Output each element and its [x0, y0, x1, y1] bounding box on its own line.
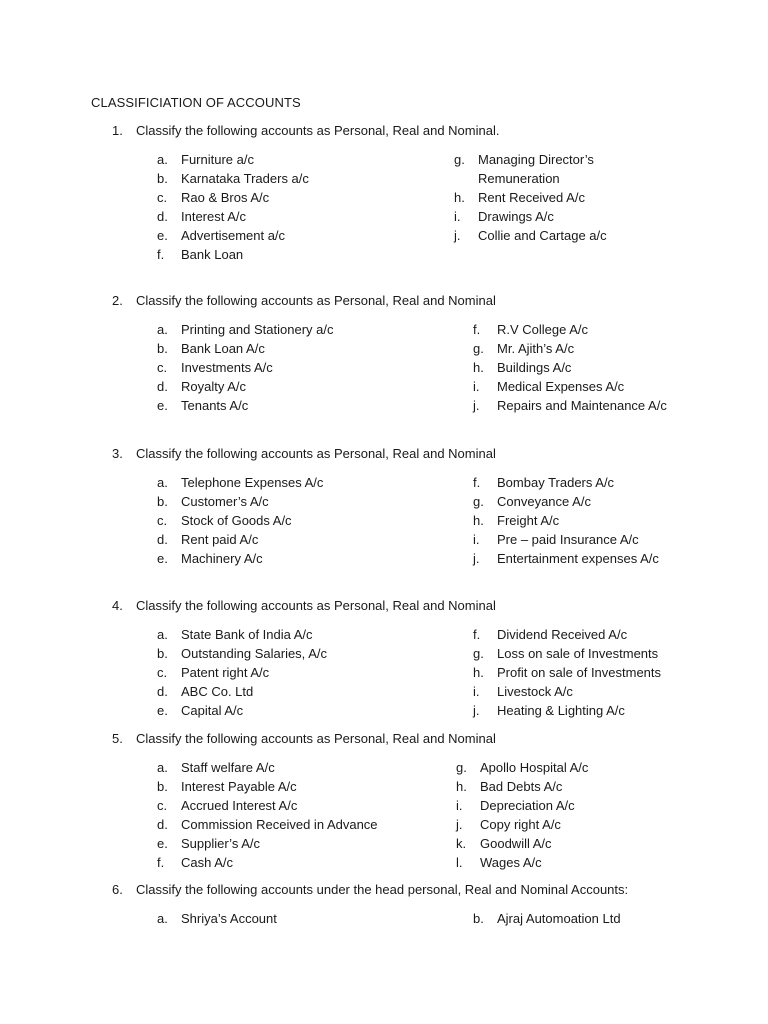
- list-item: i. Livestock A/c: [473, 684, 573, 699]
- question-2-heading: [112, 291, 496, 310]
- list-item: c. Rao & Bros A/c: [157, 190, 270, 205]
- list-item: i. Depreciation A/c: [456, 798, 575, 813]
- list-item: h. Bad Debts A/c: [456, 779, 563, 794]
- list-item: e. Machinery A/c: [157, 551, 263, 566]
- list-item: j. Entertainment expenses A/c: [473, 551, 659, 566]
- list-item: a. Staff welfare A/c: [157, 760, 275, 775]
- list-item: e. Supplier’s A/c: [157, 836, 261, 851]
- list-item: i. Pre – paid Insurance A/c: [473, 532, 639, 547]
- list-item: j. Copy right A/c: [456, 817, 561, 832]
- list-item: g. Loss on sale of Investments: [473, 646, 659, 661]
- list-item: g. Conveyance A/c: [473, 494, 591, 509]
- list-item: e. Tenants A/c: [157, 398, 249, 413]
- question-1-right-list: [454, 150, 607, 245]
- list-item: c. Stock of Goods A/c: [157, 513, 292, 528]
- list-item: h. Rent Received A/c: [454, 190, 585, 205]
- list-item: h. Freight A/c: [473, 513, 560, 528]
- list-item: a. Telephone Expenses A/c: [157, 475, 324, 490]
- question-text: Classify the following accounts as Personal, Real and Nominal.: [136, 123, 500, 138]
- question-3-left-list: [157, 473, 323, 568]
- list-item: h. Profit on sale of Investments: [473, 665, 662, 680]
- list-item: k. Goodwill A/c: [456, 836, 552, 851]
- question-text: Classify the following accounts as Personal, Real and Nominal: [136, 731, 496, 746]
- question-number: 6.: [112, 882, 123, 897]
- list-item: d. ABC Co. Ltd: [157, 684, 254, 699]
- question-number: 3.: [112, 446, 123, 461]
- question-5-heading: [112, 729, 496, 748]
- list-item: c. Patent right A/c: [157, 665, 270, 680]
- list-item: f. Dividend Received A/c: [473, 627, 628, 642]
- question-number: 4.: [112, 598, 123, 613]
- question-1-left-list: [157, 150, 309, 264]
- list-item: a. Shriya’s Account: [157, 911, 277, 926]
- list-item: a. Printing and Stationery a/c: [157, 322, 334, 337]
- question-2-left-list: [157, 320, 333, 415]
- question-text: Classify the following accounts as Personal, Real and Nominal: [136, 293, 496, 308]
- list-item: l. Wages A/c: [456, 855, 542, 870]
- list-item: i. Medical Expenses A/c: [473, 379, 625, 394]
- list-item: d. Royalty A/c: [157, 379, 247, 394]
- question-number: 1.: [112, 123, 123, 138]
- list-item: b. Customer’s A/c: [157, 494, 269, 509]
- list-item: j. Heating & Lighting A/c: [473, 703, 625, 718]
- question-text: Classify the following accounts as Personal, Real and Nominal: [136, 446, 496, 461]
- question-4-right-list: [473, 625, 661, 720]
- list-item: c. Investments A/c: [157, 360, 273, 375]
- list-item: j. Collie and Cartage a/c: [454, 228, 607, 243]
- list-item: f. Bombay Traders A/c: [473, 475, 615, 490]
- list-item: g. Managing Director’s: [454, 152, 594, 167]
- document-title: CLASSIFICIATION OF ACCOUNTS: [91, 95, 301, 110]
- list-item: b. Interest Payable A/c: [157, 779, 297, 794]
- list-item: b. Bank Loan A/c: [157, 341, 265, 356]
- question-number: 2.: [112, 293, 123, 308]
- list-item: b. Karnataka Traders a/c: [157, 171, 309, 186]
- list-item: e. Capital A/c: [157, 703, 244, 718]
- question-5-right-list: [456, 758, 588, 872]
- list-item: d. Interest A/c: [157, 209, 247, 224]
- question-2-right-list: [473, 320, 667, 415]
- question-6-heading: [112, 880, 628, 899]
- list-item: d. Commission Received in Advance: [157, 817, 378, 832]
- list-item: f. R.V College A/c: [473, 322, 589, 337]
- question-text: Classify the following accounts under the head personal, Real and Nominal Accounts:: [136, 882, 629, 897]
- list-item: c. Accrued Interest A/c: [157, 798, 298, 813]
- question-5-left-list: [157, 758, 378, 872]
- question-3-right-list: [473, 473, 659, 568]
- question-number: 5.: [112, 731, 123, 746]
- list-item: a. Furniture a/c: [157, 152, 254, 167]
- question-6-left-list: [157, 909, 277, 928]
- list-item: h. Buildings A/c: [473, 360, 572, 375]
- list-item: g. Apollo Hospital A/c: [456, 760, 589, 775]
- question-1-heading: [112, 121, 499, 140]
- list-item: b. Ajraj Automoation Ltd: [473, 911, 621, 926]
- question-4-left-list: [157, 625, 327, 720]
- list-item: f. Cash A/c: [157, 855, 234, 870]
- list-item: e. Advertisement a/c: [157, 228, 286, 243]
- list-item: a. State Bank of India A/c: [157, 627, 313, 642]
- question-6-right-list: [473, 909, 621, 928]
- question-3-heading: [112, 444, 496, 463]
- list-item: f. Bank Loan: [157, 247, 244, 262]
- question-4-heading: [112, 596, 496, 615]
- list-item: b. Outstanding Salaries, A/c: [157, 646, 327, 661]
- question-text: Classify the following accounts as Personal, Real and Nominal: [136, 598, 496, 613]
- list-item: j. Repairs and Maintenance A/c: [473, 398, 667, 413]
- list-item: i. Drawings A/c: [454, 209, 554, 224]
- list-item-continuation: Remuneration: [478, 171, 560, 186]
- list-item: g. Mr. Ajith’s A/c: [473, 341, 575, 356]
- list-item: d. Rent paid A/c: [157, 532, 259, 547]
